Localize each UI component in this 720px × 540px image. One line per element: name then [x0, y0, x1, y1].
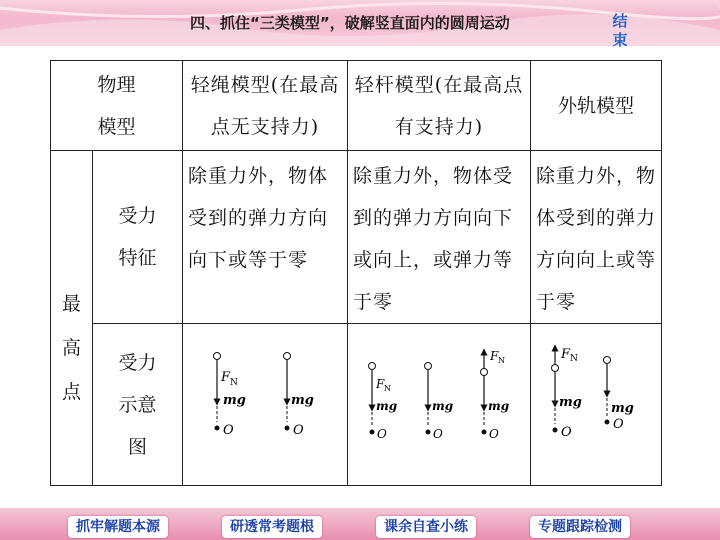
mg-label: mg — [376, 399, 398, 413]
o-label: O — [377, 427, 387, 441]
fn-label: F — [221, 370, 231, 385]
header-outer-track-label: 外轨模型 — [557, 94, 634, 117]
o-label: O — [293, 423, 304, 438]
mg-label: mg — [291, 393, 314, 408]
ball-icon — [214, 353, 221, 360]
force-diagram-label-cell — [93, 324, 183, 486]
mg-label: mg — [559, 395, 582, 410]
force-feature-label-cell — [93, 151, 183, 324]
footer-button-topic-tracking[interactable]: 专题跟踪检测 — [530, 516, 630, 538]
fn-sub: N — [384, 384, 391, 393]
o-label: O — [561, 425, 572, 440]
page-title: 四、抓住“三类模型”，破解竖直面内的圆周运动 — [190, 14, 510, 32]
mg-label: mg — [223, 393, 246, 408]
fn-label: F — [490, 349, 499, 363]
group-label: 最高点 — [61, 293, 81, 403]
ball-icon — [284, 353, 291, 360]
model-table — [50, 60, 662, 486]
rod-feature-text: 除重力外，物体受到的弹力方向向下或向上，或弹力等于零 — [353, 165, 514, 313]
rope-feature-cell — [183, 151, 348, 324]
outer-track-force-diagram — [531, 324, 661, 470]
rod-force-diagram — [348, 324, 530, 470]
fn-sub: N — [498, 356, 505, 365]
footer-button-self-check[interactable]: 课余自查小练 — [376, 516, 476, 538]
header-rod-cell — [348, 61, 531, 151]
mg-label: mg — [488, 399, 510, 413]
force-diagram-label: 受力示意图 — [118, 351, 157, 458]
o-label: O — [489, 427, 499, 441]
group-cell — [51, 151, 93, 486]
header-model-label: 物理模型 — [97, 73, 136, 138]
mg-label: mg — [432, 399, 454, 413]
fn-sub: N — [570, 354, 578, 364]
rope-feature-text: 除重力外，物体受到的弹力方向向下或等于零 — [188, 165, 329, 271]
outer-track-diagram-cell — [531, 324, 662, 486]
footer-button-common-questions[interactable]: 研透常考题根 — [222, 516, 322, 538]
header-rope-cell — [183, 61, 348, 151]
header-rod-label: 轻杆模型(在最高点有支持力) — [354, 73, 524, 138]
header-rope-label: 轻绳模型(在最高点无支持力) — [190, 73, 340, 138]
fn-sub: N — [230, 378, 238, 388]
rope-diagram-cell — [183, 324, 348, 486]
rope-force-diagram — [183, 324, 347, 470]
o-label: O — [223, 423, 234, 438]
rod-feature-cell — [348, 151, 531, 324]
header-outer-track-cell — [531, 61, 662, 151]
mg-label: mg — [611, 401, 634, 416]
outer-track-feature-text: 除重力外，物体受到的弹力方向向上或等于零 — [536, 165, 657, 313]
force-feature-label: 受力特征 — [118, 205, 157, 269]
end-button[interactable]: 结束 — [612, 12, 628, 49]
outer-track-feature-cell — [531, 151, 662, 324]
o-label: O — [433, 427, 443, 441]
o-label: O — [613, 417, 624, 432]
rod-diagram-cell — [348, 324, 531, 486]
header-model-cell — [51, 61, 183, 151]
fn-label: F — [561, 347, 571, 362]
footer-button-solve-basics[interactable]: 抓牢解题本源 — [68, 516, 168, 538]
fn-label: F — [376, 377, 385, 391]
